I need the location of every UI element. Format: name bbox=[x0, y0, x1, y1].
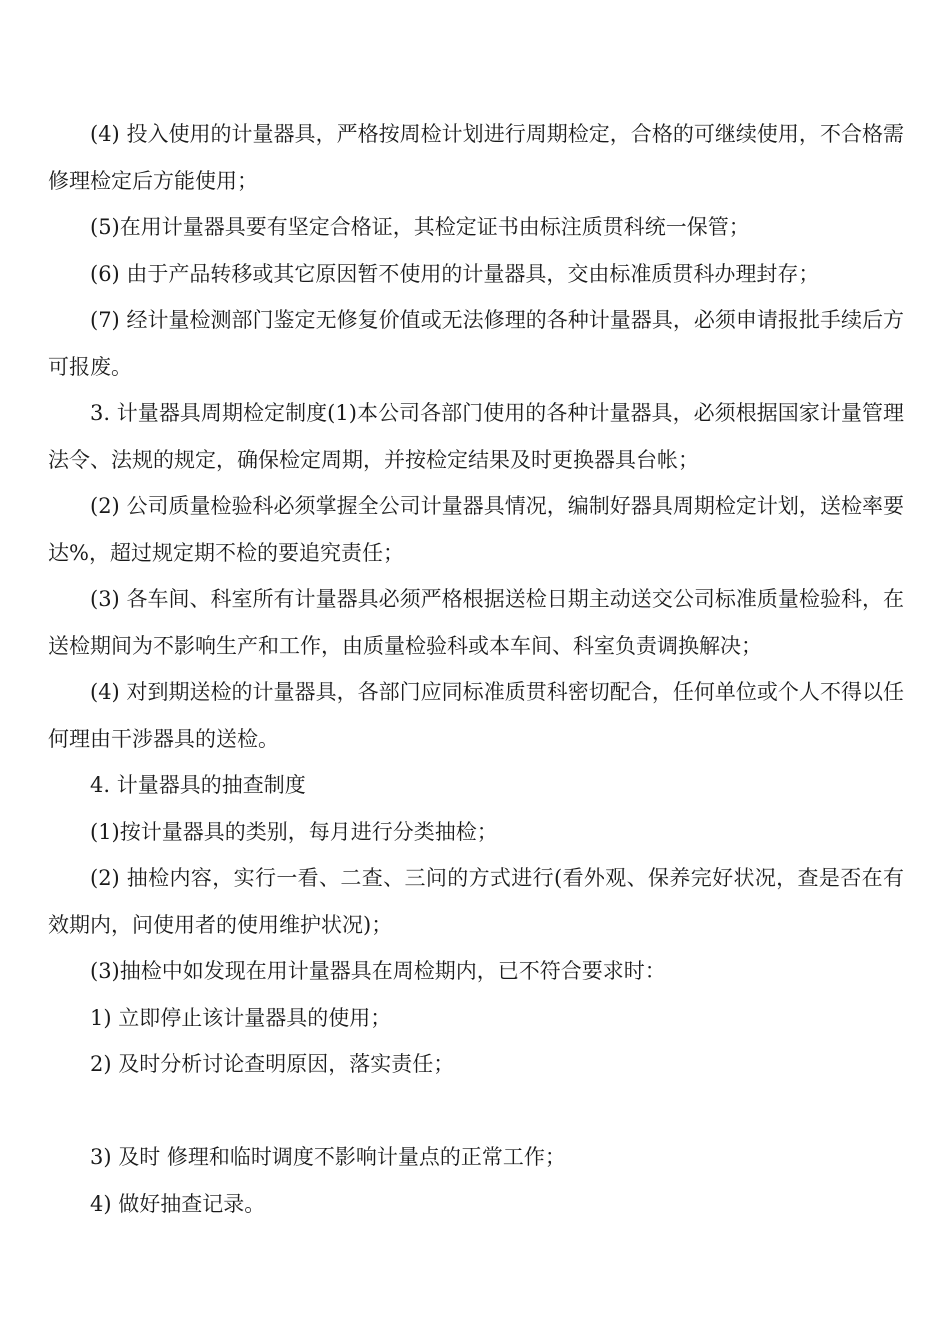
paragraph-item-5-certificate: (5)在用计量器具要有坚定合格证，其检定证书由标注质贯科统一保管； bbox=[90, 215, 750, 239]
paragraph-item-4-use: (4) 投入使用的计量器具，严格按周检计划进行周期检定，合格的可继续使用，不合格需修理检定后方能使用； bbox=[48, 122, 904, 193]
paragraph-item-2-check-content: (2) 抽检内容，实行一看、二查、三问的方式进行(看外观、保养完好状况，查是否在有效期内，问使用者的使用维护状况)； bbox=[48, 866, 904, 937]
paragraph-item-4-cooperation: (4) 对到期送检的计量器具，各部门应同标准质贯科密切配合，任何单位或个人不得以任何理由干涉器具的送检。 bbox=[48, 680, 904, 751]
paragraph-item-3-submission: (3) 各车间、科室所有计量器具必须严格根据送检日期主动送交公司标准质量检验科，在送检期间为不影响生产和工作，由质量检验科或本车间、科室负责调换解决； bbox=[48, 587, 904, 658]
paragraph-item-3-nonconformity: (3)抽检中如发现在用计量器具在周检期内，已不符合要求时： bbox=[90, 959, 666, 983]
list-item-4-record: 4) 做好抽查记录。 bbox=[90, 1191, 266, 1216]
document-body bbox=[48, 111, 904, 1227]
list-item-2-analyze-cause: 2) 及时分析讨论查明原因，落实责任； bbox=[90, 1052, 455, 1076]
paragraph-item-6-sealing: (6) 由于产品转移或其它原因暂不使用的计量器具，交由标准质贯科办理封存； bbox=[90, 261, 820, 286]
paragraph-item-1-monthly-check: (1)按计量器具的类别，每月进行分类抽检； bbox=[90, 819, 498, 844]
list-item-3-repair: 3) 及时 修理和临时调度不影响计量点的正常工作； bbox=[90, 1145, 566, 1169]
paragraph-item-7-scrap: (7) 经计量检测部门鉴定无修复价值或无法修理的各种计量器具，必须申请报批手续后方可报废。 bbox=[48, 308, 904, 379]
list-item-1-stop-use: 1) 立即停止该计量器具的使用； bbox=[90, 1005, 392, 1030]
paragraph-section-3-periodic-verification: 3. 计量器具周期检定制度(1)本公司各部门使用的各种计量器具，必须根据国家计量管理法令、法规的规定，确保检定周期，并按检定结果及时更换器具台帐； bbox=[48, 401, 904, 472]
section-heading-4-spot-check: 4. 计量器具的抽查制度 bbox=[90, 773, 306, 797]
paragraph-item-2-inspection-plan: (2) 公司质量检验科必须掌握全公司计量器具情况，编制好器具周期检定计划，送检率要达%，超过规定期不检的要追究责任； bbox=[48, 494, 904, 565]
blank-line bbox=[48, 1088, 904, 1135]
